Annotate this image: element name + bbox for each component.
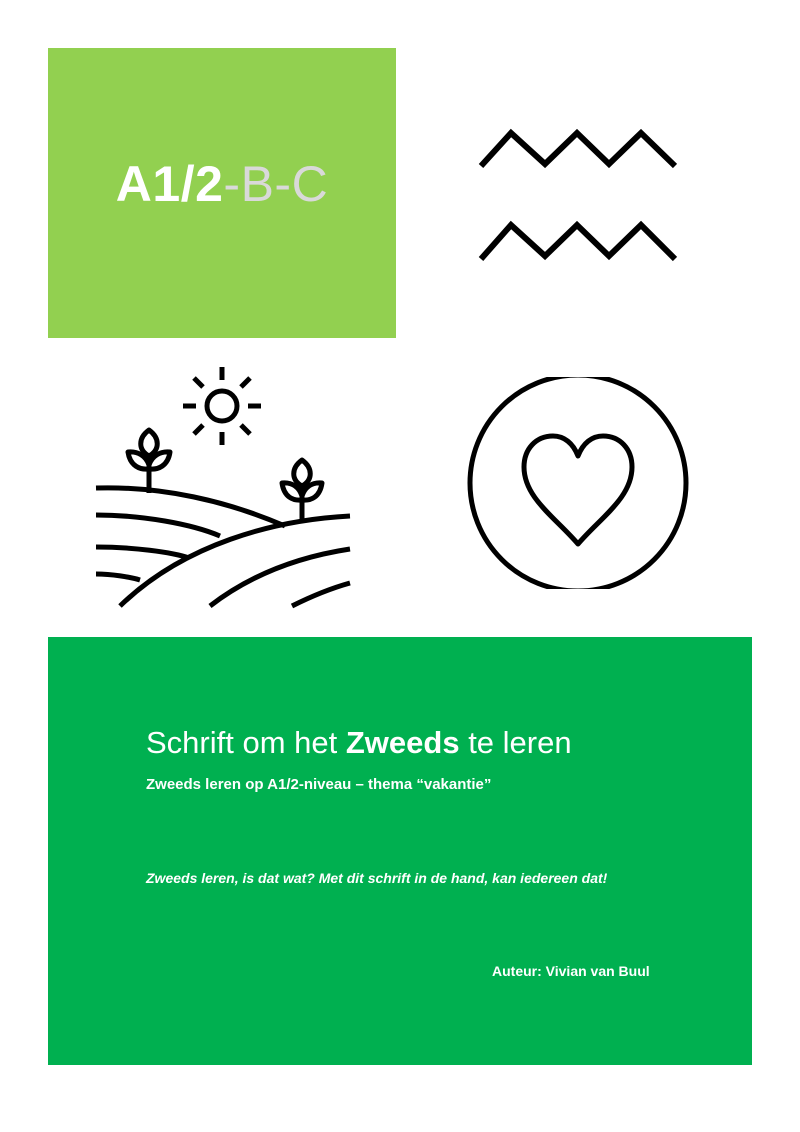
page-title bbox=[146, 725, 572, 761]
tagline: Zweeds leren, is dat wat? Met dit schrift in de hand, kan iedereen dat! bbox=[146, 870, 608, 886]
title-text-end: te leren bbox=[459, 725, 572, 760]
title-text-start: Schrift om het bbox=[146, 725, 346, 760]
author-label: Auteur: Vivian van Buul bbox=[492, 963, 650, 979]
title-panel bbox=[48, 637, 752, 1065]
subtitle: Zweeds leren op A1/2-niveau – thema “vakantie” bbox=[146, 776, 492, 793]
level-label-strong: A1/2 bbox=[115, 156, 224, 212]
landscape-sun-plants-icon bbox=[92, 364, 354, 609]
level-badge bbox=[48, 48, 396, 338]
heart-circle-icon bbox=[465, 377, 693, 589]
zigzag-waves-icon bbox=[478, 126, 678, 266]
level-label-light: -B-C bbox=[223, 156, 329, 212]
title-text-bold: Zweeds bbox=[345, 725, 460, 760]
level-label bbox=[116, 155, 328, 213]
